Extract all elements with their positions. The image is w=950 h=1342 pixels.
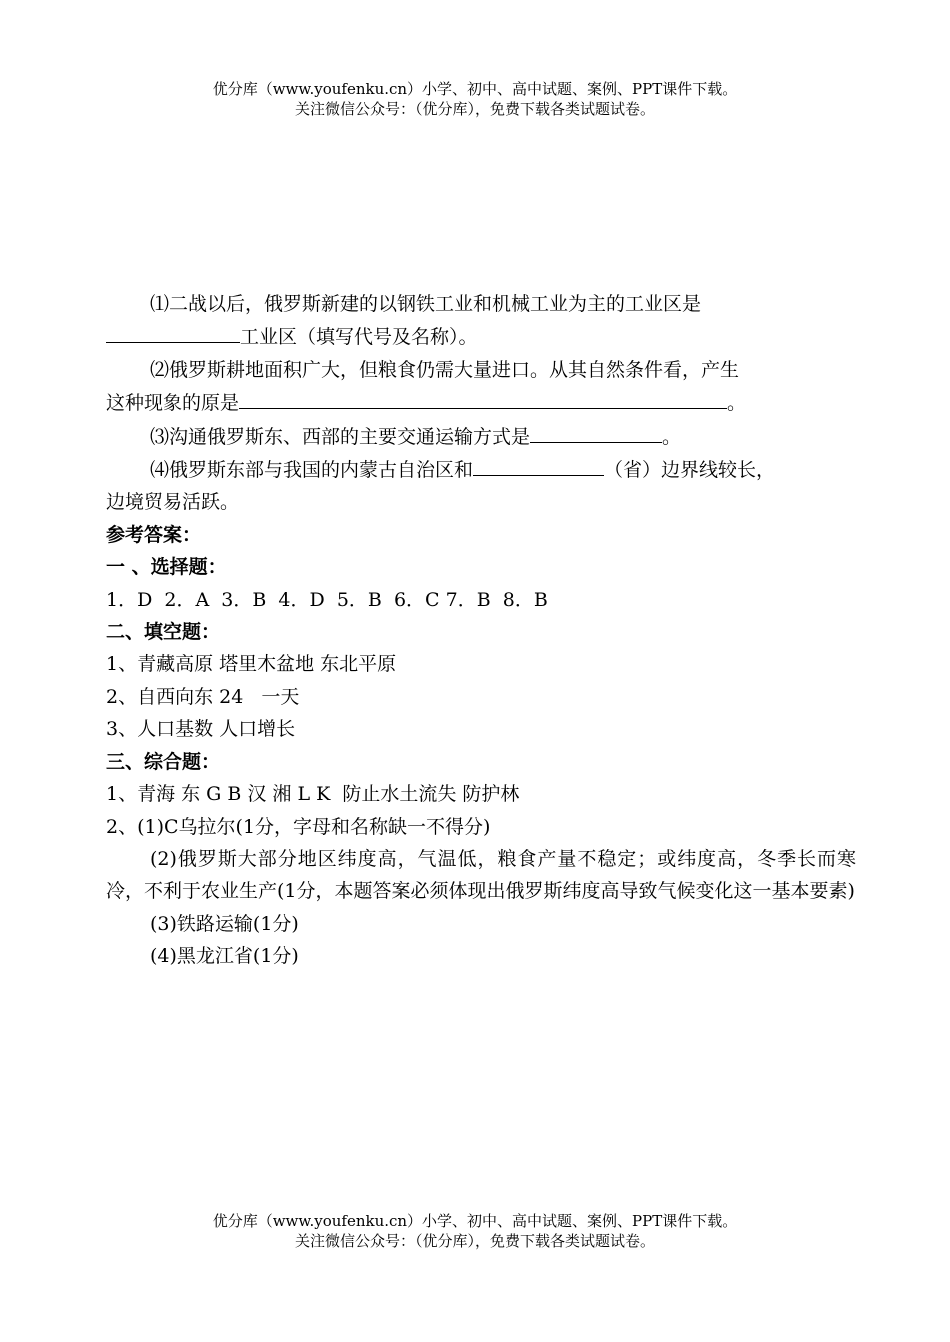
header-line-1: 优分库（www.youfenku.cn）小学、初中、高中试题、案例、PPT课件下载。 bbox=[212, 80, 738, 98]
page-footer bbox=[0, 1211, 950, 1251]
question-1-suffix: 工业区（填写代号及名称）。 bbox=[240, 326, 478, 349]
document-body bbox=[106, 288, 856, 973]
question-1-line-2 bbox=[106, 320, 856, 353]
question-4-line-1 bbox=[106, 453, 856, 486]
section-2-item: 1、青藏高原 塔里木盆地 东北平原 bbox=[106, 653, 397, 676]
question-3-end: 。 bbox=[662, 425, 682, 448]
section-2-title: 二、填空题： bbox=[106, 621, 221, 644]
section-3-item-2-part-2: (2)俄罗斯大部分地区纬度高，气温低，粮食产量不稳定；或纬度高，冬季长而寒冷，不利于农业生产(1分，本题答案必须体现出俄罗斯纬度高导致气候变化这一基本要素) bbox=[106, 847, 856, 903]
question-3 bbox=[106, 420, 856, 453]
section-3-item-2: 2、(1)C乌拉尔(1分，字母和名称缺一不得分) bbox=[106, 815, 491, 838]
section-3-item-2-part-3: (3)铁路运输(1分) bbox=[150, 912, 299, 935]
page-header bbox=[0, 79, 950, 119]
answer-blank-4[interactable] bbox=[473, 453, 604, 476]
question-4-suffix: （省）边界线较长， bbox=[604, 459, 776, 482]
question-4-line-2: 边境贸易活跃。 bbox=[106, 491, 240, 514]
section-3-item-1: 1、青海 东 G B 汉 湘 L K 防止水土流失 防护林 bbox=[106, 783, 520, 806]
question-4-prefix: ⑷俄罗斯东部与我国的内蒙古自治区和 bbox=[150, 459, 474, 482]
question-1-line-1: ⑴二战以后，俄罗斯新建的以钢铁工业和机械工业为主的工业区是 bbox=[150, 293, 702, 315]
answer-blank-3[interactable] bbox=[530, 420, 662, 443]
section-2-item: 2、自西向东 24 一天 bbox=[106, 685, 300, 708]
question-2-line-1: ⑵俄罗斯耕地面积广大，但粮食仍需大量进口。从其自然条件看，产生 bbox=[150, 358, 740, 381]
section-2-item: 3、人口基数 人口增长 bbox=[106, 718, 296, 741]
section-1-answers: 1．D 2．A 3．B 4．D 5．B 6．C 7．B 8．B bbox=[106, 588, 548, 611]
answer-blank-2[interactable] bbox=[239, 386, 727, 409]
question-2-end: 。 bbox=[727, 392, 747, 415]
footer-line-2: 关注微信公众号：（优分库），免费下载各类试题试卷。 bbox=[294, 1232, 655, 1250]
header-line-2: 关注微信公众号：（优分库），免费下载各类试题试卷。 bbox=[294, 100, 655, 118]
section-3-title: 三、综合题： bbox=[106, 750, 221, 773]
section-3-item-2-part-4: (4)黑龙江省(1分) bbox=[150, 945, 299, 968]
question-2-prefix: 这种现象的原是 bbox=[106, 392, 240, 415]
question-3-prefix: ⑶沟通俄罗斯东、西部的主要交通运输方式是 bbox=[150, 425, 531, 448]
answers-title: 参考答案： bbox=[106, 523, 202, 546]
question-2-line-2 bbox=[106, 386, 856, 419]
section-1-title: 一 、选择题： bbox=[106, 556, 227, 579]
answer-blank-1[interactable] bbox=[106, 320, 240, 343]
footer-line-1: 优分库（www.youfenku.cn）小学、初中、高中试题、案例、PPT课件下载。 bbox=[212, 1212, 738, 1230]
